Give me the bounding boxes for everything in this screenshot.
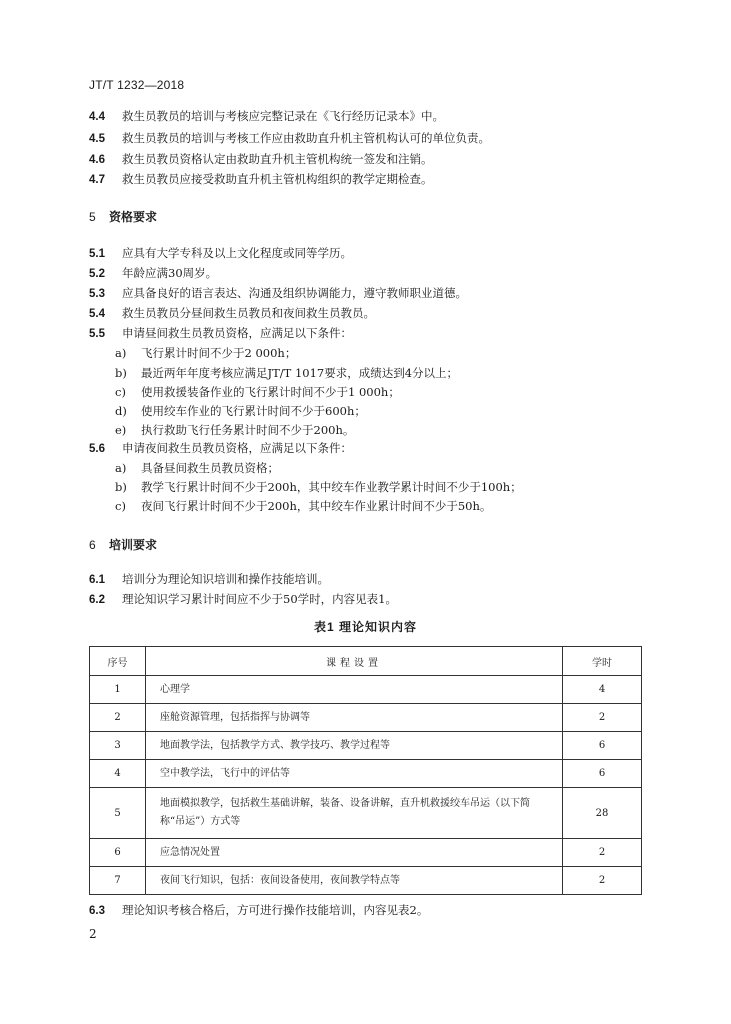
clause-6-1 — [89, 571, 329, 587]
clause-number: 5.6 — [89, 443, 105, 455]
item-text: 飞行累计时间不少于2 000h； — [141, 346, 297, 360]
page-number: 2 — [89, 927, 97, 941]
clause-number: 5.3 — [89, 288, 105, 300]
cell-hours: 4 — [563, 676, 642, 704]
clause-4-6 — [89, 151, 433, 167]
clause-text: 救生员教员资格认定由救助直升机主管机构统一签发和注销。 — [122, 152, 433, 166]
clause-6-2 — [89, 591, 397, 607]
cell-seq: 7 — [90, 867, 146, 895]
clause-text: 应具备良好的语言表达、沟通及组织协调能力，遵守教师职业道德。 — [122, 286, 467, 300]
clause-text: 救生员教员的培训与考核应完整记录在《飞行经历记录本》中。 — [122, 109, 444, 123]
clause-5-4 — [89, 305, 375, 321]
clause-5-5 — [89, 325, 352, 341]
clause-text: 申请昼间救生员教员资格，应满足以下条件： — [122, 326, 352, 340]
clause-number: 6.1 — [89, 574, 105, 586]
list-item — [115, 384, 400, 400]
list-item — [115, 345, 296, 361]
clause-5-2 — [89, 265, 217, 281]
list-item — [115, 365, 458, 381]
clause-number: 4.5 — [89, 133, 105, 145]
clause-4-5 — [89, 130, 490, 146]
cell-hours: 6 — [563, 732, 642, 760]
clause-text: 救生员教员分昼间救生员教员和夜间救生员教员。 — [122, 306, 375, 320]
item-label: e) — [115, 423, 127, 437]
cell-seq: 5 — [90, 788, 146, 839]
item-text: 使用救援装备作业的飞行累计时间不少于1 000h； — [141, 385, 400, 399]
clause-4-4 — [89, 108, 444, 124]
clause-text: 理论知识考核合格后，方可进行操作技能培训，内容见表2。 — [122, 903, 429, 917]
standard-code-header: JT/T 1232—2018 — [89, 78, 185, 92]
table-header-row — [90, 647, 642, 676]
clause-number: 6.2 — [89, 594, 105, 606]
table-row — [90, 839, 642, 867]
section-5-heading — [89, 208, 157, 225]
item-label: b) — [115, 480, 127, 494]
clause-number: 5.5 — [89, 328, 105, 340]
theory-knowledge-table — [89, 646, 642, 895]
clause-number: 5.4 — [89, 308, 105, 320]
cell-course: 应急情况处置 — [146, 839, 563, 867]
item-text: 使用绞车作业的飞行累计时间不少于600h； — [141, 404, 366, 418]
clause-5-3 — [89, 285, 467, 301]
cell-hours: 6 — [563, 760, 642, 788]
item-text: 夜间飞行累计时间不少于200h，其中绞车作业累计时间不少于50h。 — [141, 499, 492, 513]
clause-number: 5.2 — [89, 268, 105, 280]
section-title: 资格要求 — [109, 210, 158, 224]
item-label: a) — [115, 346, 127, 360]
item-label: c) — [115, 499, 126, 513]
section-number: 6 — [89, 538, 96, 552]
header-hours: 学时 — [563, 647, 642, 676]
list-item — [115, 403, 366, 419]
item-text: 最近两年年度考核应满足JT/T 1017要求，成绩达到4分以上； — [141, 366, 459, 380]
table-row — [90, 867, 642, 895]
clause-number: 4.4 — [89, 111, 105, 123]
cell-course: 空中教学法，飞行中的评估等 — [146, 760, 563, 788]
item-label: c) — [115, 385, 126, 399]
clause-text: 救生员教员应接受救助直升机主管机构组织的教学定期检查。 — [122, 172, 433, 186]
clause-text: 应具有大学专科及以上文化程度或同等学历。 — [122, 246, 352, 260]
cell-hours: 2 — [563, 704, 642, 732]
clause-text: 年龄应满30周岁。 — [122, 266, 218, 280]
list-item — [115, 479, 522, 495]
clause-text: 培训分为理论知识培训和操作技能培训。 — [122, 572, 329, 586]
table-1-caption: 表1 理论知识内容 — [313, 620, 417, 634]
list-item — [115, 498, 491, 514]
cell-seq: 2 — [90, 704, 146, 732]
cell-seq: 1 — [90, 676, 146, 704]
cell-course: 心理学 — [146, 676, 563, 704]
table-row — [90, 704, 642, 732]
section-title: 培训要求 — [109, 538, 158, 552]
header-seq: 序号 — [90, 647, 146, 676]
list-item — [115, 422, 354, 438]
clause-number: 4.7 — [89, 174, 105, 186]
cell-course: 地面教学法，包括教学方式、教学技巧、教学过程等 — [146, 732, 563, 760]
item-label: a) — [115, 461, 127, 475]
cell-hours: 28 — [563, 788, 642, 839]
cell-course: 座舱资源管理，包括指挥与协调等 — [146, 704, 563, 732]
cell-course: 地面模拟教学，包括救生基础讲解，装备、设备讲解，直升机救援绞车吊运（以下简称“吊运”）方式等 — [146, 788, 563, 839]
clause-5-1 — [89, 245, 352, 261]
clause-text: 申请夜间救生员教员资格，应满足以下条件： — [122, 441, 352, 455]
cell-seq: 4 — [90, 760, 146, 788]
cell-seq: 3 — [90, 732, 146, 760]
table-row — [90, 788, 642, 839]
clause-text: 救生员教员的培训与考核工作应由救助直升机主管机构认可的单位负责。 — [122, 131, 490, 145]
list-item — [115, 460, 279, 476]
cell-hours: 2 — [563, 839, 642, 867]
clause-4-7 — [89, 171, 433, 187]
table-row — [90, 760, 642, 788]
item-text: 具备昼间救生员教员资格； — [141, 461, 279, 475]
table-row — [90, 676, 642, 704]
item-text: 执行救助飞行任务累计时间不少于200h。 — [141, 423, 355, 437]
clause-number: 6.3 — [89, 905, 105, 917]
cell-seq: 6 — [90, 839, 146, 867]
clause-number: 4.6 — [89, 154, 105, 166]
item-text: 教学飞行累计时间不少于200h，其中绞车作业教学累计时间不少于100h； — [141, 480, 522, 494]
item-label: d) — [115, 404, 127, 418]
item-label: b) — [115, 366, 127, 380]
header-course: 课程设置 — [146, 647, 563, 676]
cell-hours: 2 — [563, 867, 642, 895]
table-row — [90, 732, 642, 760]
clause-6-3 — [89, 902, 428, 918]
clause-number: 5.1 — [89, 248, 105, 260]
section-6-heading — [89, 536, 157, 553]
clause-text: 理论知识学习累计时间应不少于50学时，内容见表1。 — [122, 592, 397, 606]
section-number: 5 — [89, 210, 96, 224]
clause-5-6 — [89, 440, 352, 456]
cell-course: 夜间飞行知识，包括：夜间设备使用，夜间教学特点等 — [146, 867, 563, 895]
